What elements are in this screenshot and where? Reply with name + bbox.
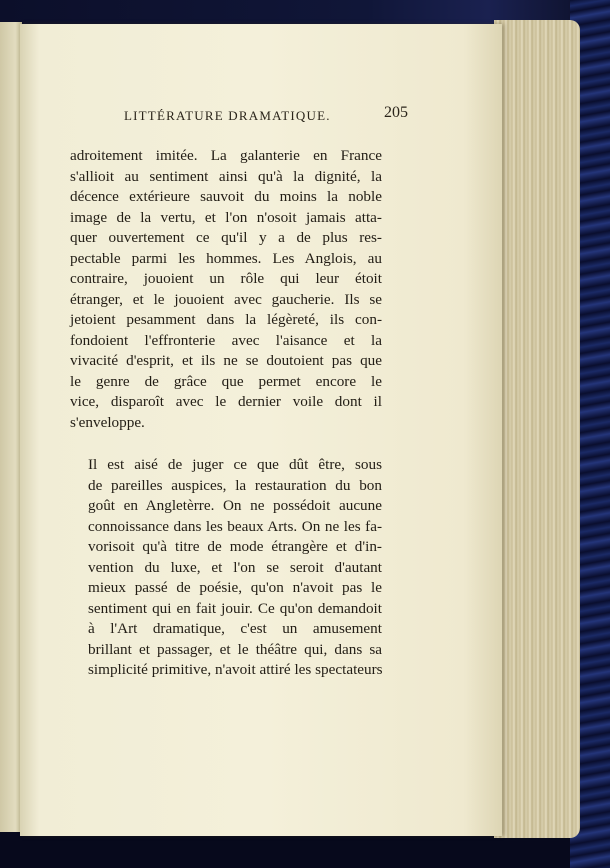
text-line: vice, disparoît avec le dernier voile dont il — [70, 393, 382, 410]
text-line: image de la vertu, et l'on n'osoit jamais atta- — [70, 208, 382, 226]
text-line: jetoient pesamment dans la légèreté, ils con- — [70, 311, 382, 328]
text-line: simplicité primitive, n'avoit attiré les spectateurs — [88, 661, 383, 678]
text-line: connoissance dans les beaux Arts. On ne les fa- — [88, 517, 382, 535]
page-number: 205 — [384, 104, 408, 121]
book-page — [20, 24, 502, 836]
text-line: le genre de grâce que permet encore le — [70, 372, 382, 390]
text-line: vention du luxe, et l'on se seroit d'autant — [88, 558, 382, 576]
text-line: vorisoit qu'à titre de mode étrangère et d'in- — [88, 538, 382, 555]
page-header — [112, 102, 408, 128]
body-text — [70, 146, 382, 681]
text-line: à l'Art dramatique, c'est un amusement — [88, 620, 382, 637]
text-line: Il est aisé de juger ce que dût être, sous — [88, 456, 382, 473]
page-stack-edges — [494, 20, 580, 838]
text-line: pectable parmi les hommes. Les Anglois, au — [70, 249, 382, 267]
text-line: s'enveloppe. — [70, 413, 145, 431]
text-line: étranger, et le jouoient avec gaucherie. Ils se — [70, 290, 382, 308]
facing-page-edge — [0, 22, 22, 832]
text-line: adroitement imitée. La galanterie en France — [70, 147, 382, 164]
text-line: décence extérieure sauvoit du moins la noble — [70, 188, 382, 205]
text-line: s'allioit au sentiment ainsi qu'à la dignité, la — [70, 167, 382, 185]
text-line: fondoient l'effronterie avec l'aisance et la — [70, 331, 382, 349]
text-line: sentiment qui en fait jouir. Ce qu'on demandoit — [88, 599, 382, 617]
text-line: goût en Angletèrre. On ne possédoit aucune — [88, 497, 382, 514]
paragraph-1 — [70, 146, 382, 433]
text-line: mieux passé de poésie, qu'on n'avoit pas le — [88, 579, 382, 596]
text-line: quer ouvertement ce qu'il y a de plus res- — [70, 229, 382, 246]
text-line: vivacité d'esprit, et ils ne se doutoient pas que — [70, 352, 382, 369]
running-title: LITTÉRATURE DRAMATIQUE. — [124, 108, 331, 123]
text-line: brillant et passager, et le théâtre qui, dans sa — [88, 640, 382, 658]
text-line: de pareilles auspices, la restauration du bon — [88, 476, 382, 494]
paragraph-2 — [70, 455, 382, 681]
text-line: contraire, jouoient un rôle qui leur étoit — [70, 270, 382, 287]
